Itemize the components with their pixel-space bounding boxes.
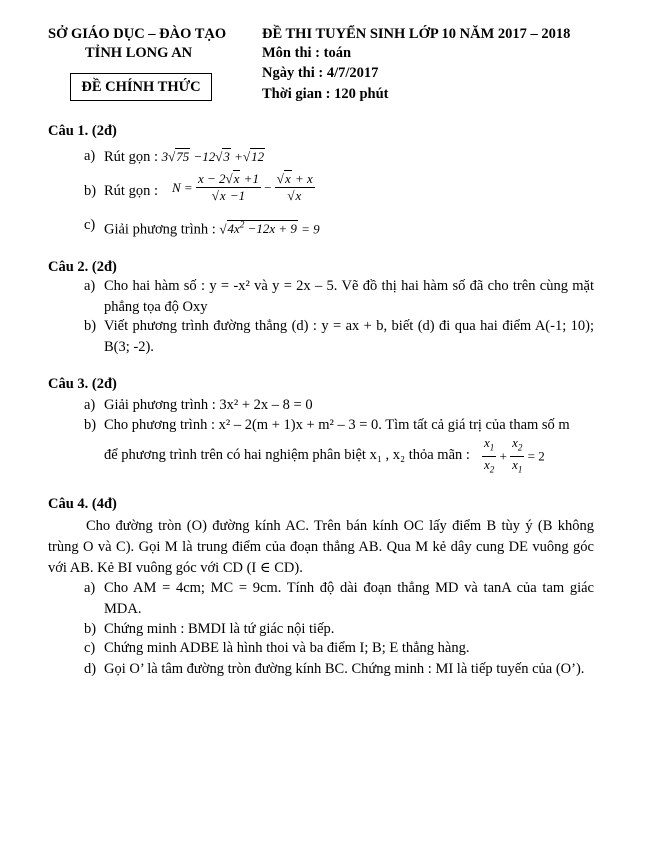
q1-b-text: Rút gọn : <box>104 183 158 199</box>
q1-b-expression: N = $\frac{x - 2√x +1}{√x -1}$ − $\frac{√x + x}{√x}$ <box>172 171 313 203</box>
date-line: Ngày thi : 4/7/2017 <box>262 65 379 81</box>
q1-c-expression: $√4x^2 -12x + 9 = 9$ <box>219 220 320 237</box>
q1-c-text: Giải phương trình : <box>104 221 216 238</box>
official-label: ĐỀ CHÍNH THỨC <box>70 73 212 101</box>
department-line2: TỈNH LONG AN <box>85 45 193 61</box>
q4-title: Câu 4. (4đ) <box>48 496 117 512</box>
q1-a-expression: 3√75 −12√3 +√12 <box>161 149 265 164</box>
department-line1: SỞ GIÁO DỤC – ĐÀO TẠO <box>48 26 227 42</box>
q1-b: b) Rút gọn : N = $\frac{x - 2√x +1}{√x -1}$ − $\frac{√x + x}{√x}$ <box>84 171 313 203</box>
q2-title: Câu 2. (2đ) <box>48 259 117 275</box>
exam-title: ĐỀ THI TUYỂN SINH LỚP 10 NĂM 2017 – 2018 <box>262 26 571 42</box>
q1-title: Câu 1. (2đ) <box>48 123 117 139</box>
q3-b-cont: để phương trình trên có hai nghiệm phân biệt x₁ , x₂ thỏa mãn : $\frac{x_1}{x_2}$ + $\frac{x_2}{x_1}$ = 2 <box>84 435 594 475</box>
time-line: Thời gian : 120 phút <box>262 86 389 102</box>
subject-line: Môn thi : toán <box>262 45 352 61</box>
q1-a-text: Rút gọn : <box>104 149 158 165</box>
q4-intro: Cho đường tròn (O) đường kính AC. Trên bán kính OC lấy điểm B tùy ý (B không trùng O và C). Gọi M là trung điểm của đoạn thẳng AB. Qua M kẻ dây cung DE vuông góc với AB. Kẻ BI vuông góc với CD (I ∈ CD). <box>48 518 594 576</box>
q3-title: Câu 3. (2đ) <box>48 376 117 392</box>
q3-b-condition: $\frac{x_1}{x_2}$ + $\frac{x_2}{x_1}$ = 2 <box>484 435 545 475</box>
